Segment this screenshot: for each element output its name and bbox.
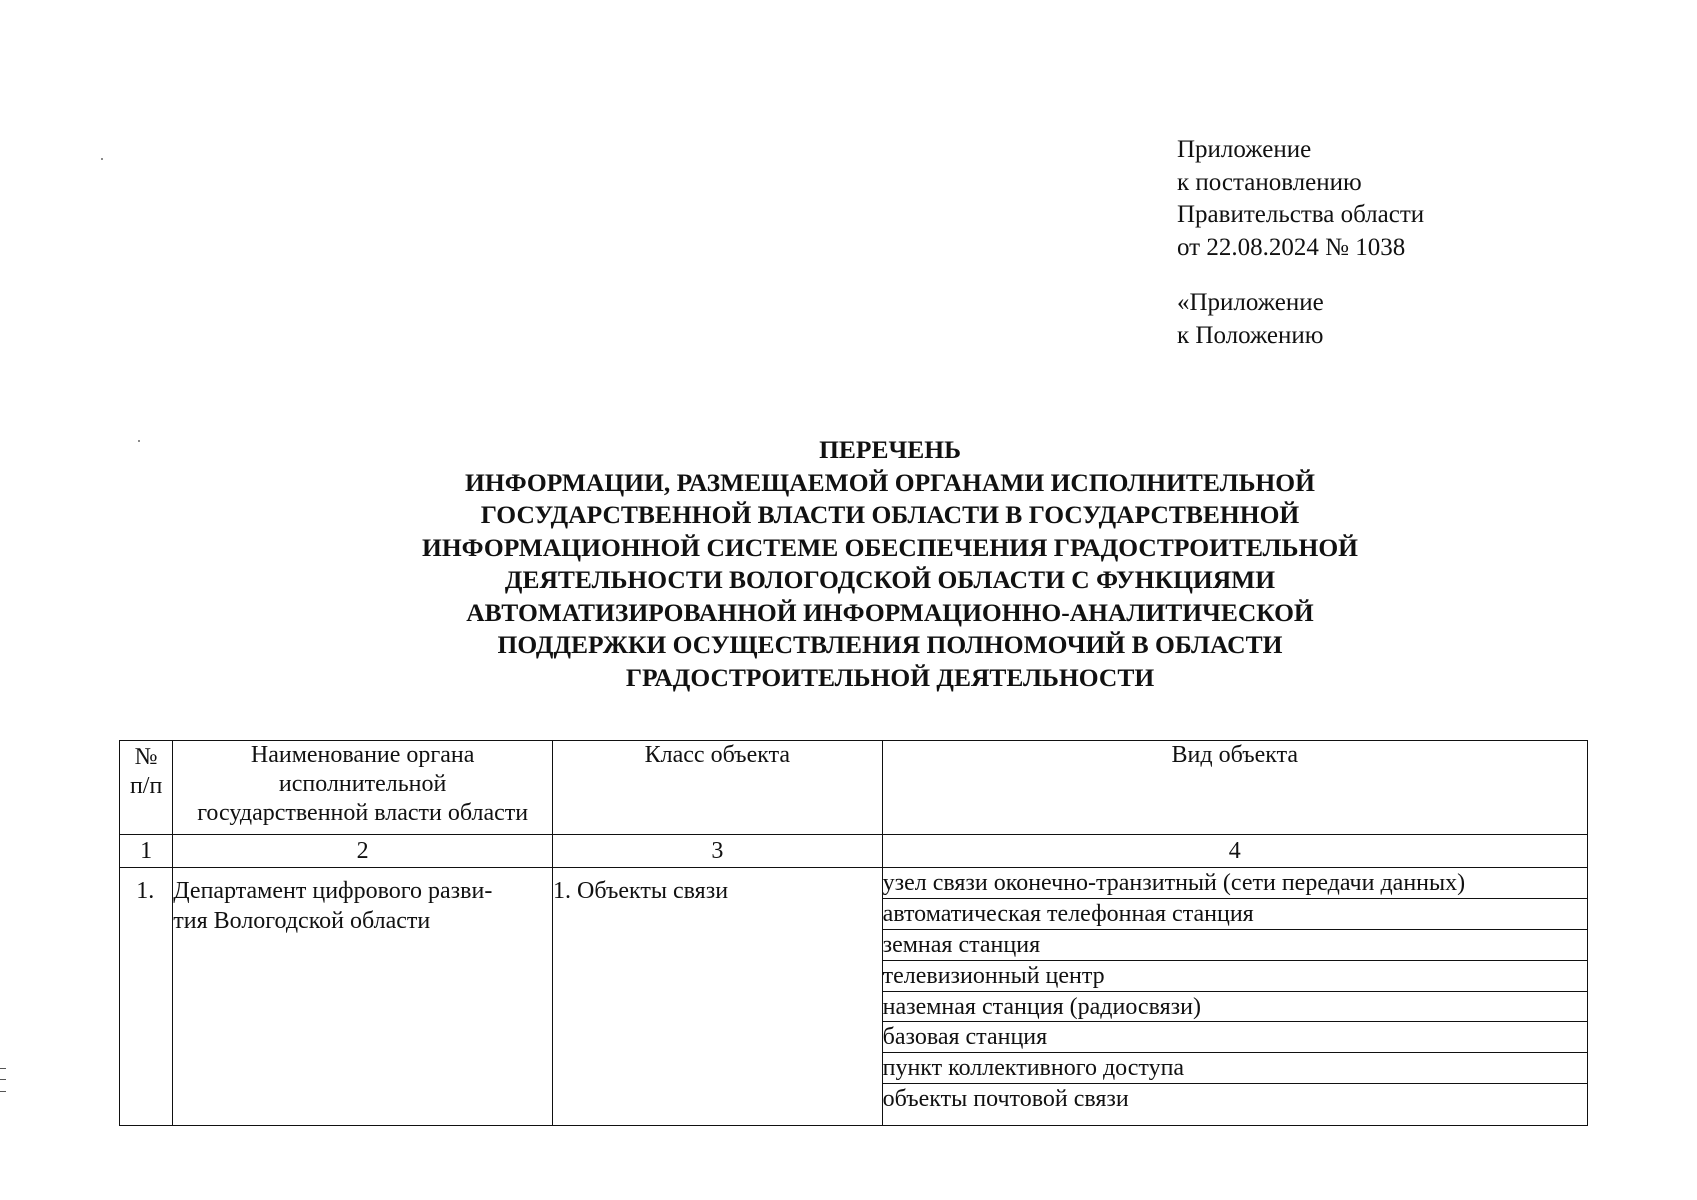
header-organ: [173, 741, 553, 835]
document-title: [340, 434, 1440, 694]
title-line: ИНФОРМАЦИОННОЙ СИСТЕМЕ ОБЕСПЕЧЕНИЯ ГРАДОСТРОИТЕЛЬНОЙ: [422, 532, 1358, 562]
appendix-line: к постановлению: [1177, 168, 1362, 196]
objects-table: [119, 740, 1588, 1126]
scan-speck: [101, 158, 103, 160]
object-kind-item: узел связи оконечно-транзитный (сети передачи данных): [883, 868, 1587, 899]
column-number: 3: [553, 835, 883, 868]
title-line: ПЕРЕЧЕНЬ: [819, 435, 961, 464]
header-num-abbr: п/п: [129, 773, 163, 799]
scan-speck: [138, 440, 140, 442]
object-kinds-list: [883, 868, 1587, 1114]
column-number: 2: [173, 835, 553, 868]
object-kind-item: земная станция: [883, 930, 1587, 961]
header-organ-line: исполнительной: [278, 771, 447, 797]
title-line: ДЕЯТЕЛЬНОСТИ ВОЛОГОДСКОЙ ОБЛАСТИ С ФУНКЦИЯМИ: [504, 565, 1276, 594]
header-kind: Вид объекта: [882, 741, 1587, 835]
title-line: ГРАДОСТРОИТЕЛЬНОЙ ДЕЯТЕЛЬНОСТИ: [625, 662, 1155, 692]
header-organ-line: государственной власти области: [197, 800, 529, 826]
title-line: ИНФОРМАЦИИ, РАЗМЕЩАЕМОЙ ОРГАНАМИ ИСПОЛНИТЕЛЬНОЙ: [465, 467, 1315, 497]
appendix-date-line: от 22.08.2024 № 1038: [1177, 233, 1406, 261]
object-kind-item: наземная станция (радиосвязи): [883, 992, 1587, 1023]
column-number: 4: [882, 835, 1587, 868]
appendix-line: Правительства области: [1177, 201, 1425, 228]
organ-name-line: Департамент цифрового разви-: [173, 878, 493, 904]
organ-name-line: тия Вологодской области: [173, 908, 431, 934]
title-line: ГОСУДАРСТВЕННОЙ ВЛАСТИ ОБЛАСТИ В ГОСУДАРСТВЕННОЙ: [480, 500, 1300, 529]
object-kind-item: объекты почтовой связи: [882, 1086, 1129, 1113]
appendix-block: [1177, 134, 1424, 352]
object-kind-item: телевизионный центр: [883, 961, 1587, 992]
header-organ-line: Наименование органа: [250, 742, 475, 768]
header-num-symbol: №: [134, 744, 158, 770]
object-kinds: [882, 868, 1587, 1126]
object-kind-item: базовая станция: [883, 1022, 1587, 1053]
title-line: ПОДДЕРЖКИ ОСУЩЕСТВЛЕНИЯ ПОЛНОМОЧИЙ В ОБЛАСТИ: [497, 630, 1283, 659]
table-header-row: [120, 741, 1588, 835]
object-kind-item: автоматическая телефонная станция: [883, 899, 1587, 930]
column-number-row: [120, 835, 1588, 868]
header-num: [120, 741, 173, 835]
organ-name: [173, 868, 553, 1126]
title-line: АВТОМАТИЗИРОВАННОЙ ИНФОРМАЦИОННО-АНАЛИТИЧЕСКОЙ: [466, 597, 1314, 627]
header-class: Класс объекта: [553, 741, 883, 835]
appendix-line: Приложение: [1177, 136, 1312, 163]
scan-edge-mark: [0, 1068, 6, 1092]
object-class: 1. Объекты связи: [553, 868, 883, 1126]
column-number: 1: [120, 835, 173, 868]
table-row: [120, 868, 1588, 1126]
row-number: 1.: [120, 868, 173, 1126]
object-kind-item: пункт коллективного доступа: [883, 1053, 1587, 1084]
appendix-sub-line: к Положению: [1177, 321, 1324, 349]
appendix-sub-line: «Приложение: [1177, 289, 1324, 316]
